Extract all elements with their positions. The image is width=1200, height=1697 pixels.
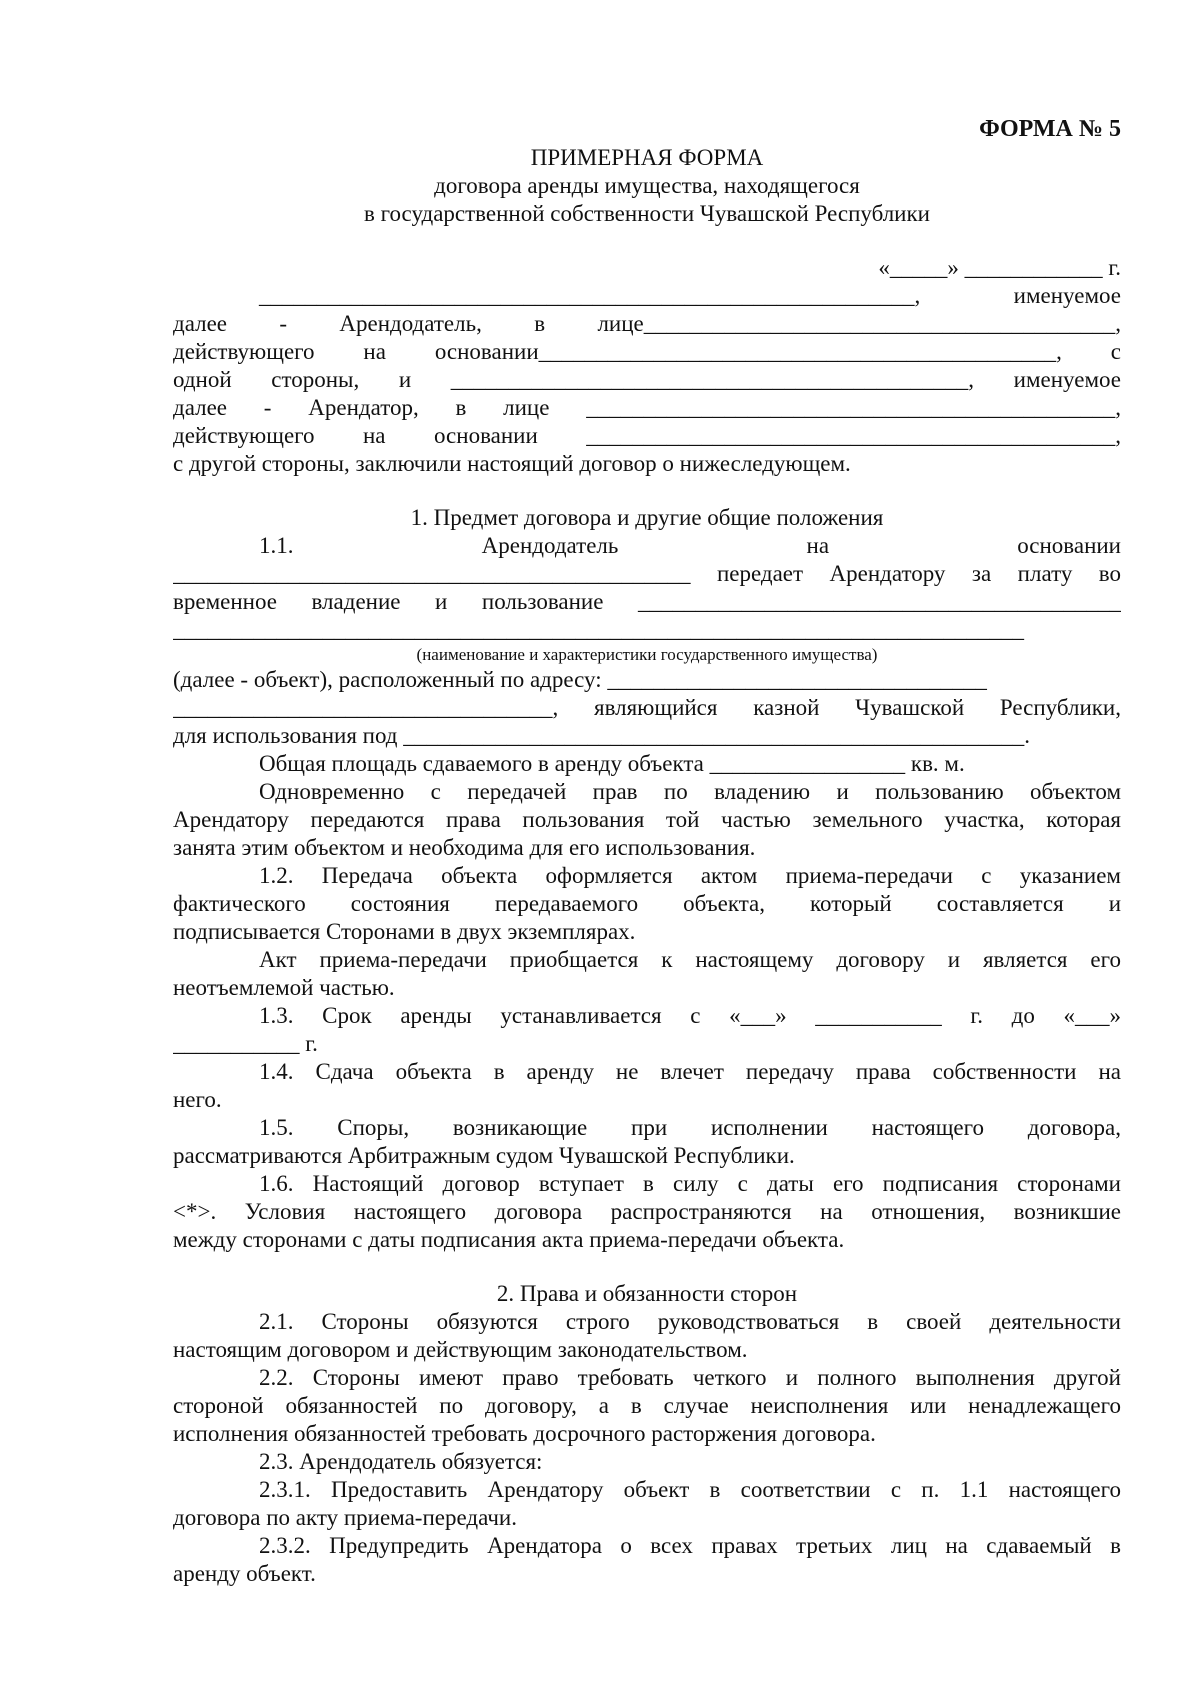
clause-1-1-line: _____________________________________________ передает Арендатору за плату во <box>173 561 1121 586</box>
clause-1-1-line: _________________________________, являющийся казной Чувашской Республики, <box>173 695 1121 720</box>
clause-1-1-line: __________________________________________________________________________ <box>173 617 1024 642</box>
spacer <box>173 478 1121 504</box>
clause-2-3-1-line: 2.3.1. Предоставить Арендатору объект в соответствии с п. 1.1 настоящего <box>259 1477 1121 1502</box>
clause-2-1-line: 2.1. Стороны обязуются строго руководствоваться в своей деятельности <box>259 1309 1121 1334</box>
act-line: Акт приема-передачи приобщается к настоящему договору и является его <box>259 947 1121 972</box>
clause-1-4-line: 1.4. Сдача объекта в аренду не влечет передачу права собственности на <box>259 1059 1121 1084</box>
land-rights-line: Арендатору передаются права пользования той частью земельного участка, которая <box>173 807 1121 832</box>
area-line: Общая площадь сдаваемого в аренду объекта _________________ кв. м. <box>259 751 965 776</box>
clause-1-4-line: него. <box>173 1087 222 1112</box>
land-rights-line: Одновременно с передачей прав по владению и пользованию объектом <box>259 779 1121 804</box>
clause-1-3-line: 1.3. Срок аренды устанавливается с «___» ___________ г. до «___» <box>259 1003 1121 1028</box>
clause-1-6-line: 1.6. Настоящий договор вступает в силу с даты его подписания сторонами <box>259 1171 1121 1196</box>
clause-2-3-1-line: договора по акту приема-передачи. <box>173 1505 517 1530</box>
clause-1-1-line: 1.1. Арендодатель на основании <box>259 533 1121 558</box>
clause-1-2-line: фактического состояния передаваемого объекта, который составляется и <box>173 891 1121 916</box>
date-line: «_____» ____________ г. <box>878 255 1121 280</box>
preamble-line: далее - Арендатор, в лице ______________________________________________, <box>173 395 1121 420</box>
clause-1-2-line: подписывается Сторонами в двух экземплярах. <box>173 919 636 944</box>
clause-2-3-2-line: 2.3.2. Предупредить Арендатора о всех правах третьих лиц на сдаваемый в <box>259 1533 1121 1558</box>
act-line: неотъемлемой частью. <box>173 975 395 1000</box>
preamble-line: действующего на основании ______________________________________________, <box>173 423 1121 448</box>
clause-2-2-line: стороной обязанностей по договору, а в случае неисполнения или ненадлежащего <box>173 1393 1121 1418</box>
spacer <box>173 228 1121 254</box>
clause-2-3-line: 2.3. Арендодатель обязуется: <box>259 1449 543 1474</box>
document-title: ПРИМЕРНАЯ ФОРМА <box>530 145 764 170</box>
clause-1-1-line: временное владение и пользование __________________________________________ <box>173 589 1121 614</box>
clause-1-5-line: 1.5. Споры, возникающие при исполнении настоящего договора, <box>259 1115 1121 1140</box>
section-2-heading: 2. Права и обязанности сторон <box>496 1281 798 1306</box>
spacer <box>173 1254 1121 1280</box>
clause-1-6-line: между сторонами с даты подписания акта приема-передачи объекта. <box>173 1227 845 1252</box>
preamble-last-line: с другой стороны, заключили настоящий договор о нижеследующем. <box>173 451 851 476</box>
clause-1-1-line: (далее - объект), расположенный по адресу: _________________________________ <box>173 667 987 692</box>
document-body <box>173 114 1121 1588</box>
document-subtitle-1: договора аренды имущества, находящегося <box>434 173 860 198</box>
clause-1-5-line: рассматриваются Арбитражным судом Чувашской Республики. <box>173 1143 795 1168</box>
property-caption: (наименование и характеристики государственного имущества) <box>416 645 878 664</box>
preamble-line: далее - Арендодатель, в лице_________________________________________, <box>173 311 1121 336</box>
clause-1-3-line: ___________ г. <box>173 1031 318 1056</box>
clause-2-2-line: исполнения обязанностей требовать досрочного расторжения договора. <box>173 1421 876 1446</box>
preamble-line: одной стороны, и _____________________________________________, именуемое <box>173 367 1121 392</box>
form-number: ФОРМА № 5 <box>979 116 1121 142</box>
clause-1-1-line: для использования под ______________________________________________________. <box>173 723 1031 748</box>
clause-2-1-line: настоящим договором и действующим законодательством. <box>173 1337 748 1362</box>
preamble-line: _________________________________________________________, именуемое <box>259 283 1121 308</box>
clause-1-6-line: <*>. Условия настоящего договора распространяются на отношения, возникшие <box>173 1199 1121 1224</box>
clause-1-2-line: 1.2. Передача объекта оформляется актом приема-передачи с указанием <box>259 863 1121 888</box>
clause-2-2-line: 2.2. Стороны имеют право требовать четкого и полного выполнения другой <box>259 1365 1121 1390</box>
preamble-line: действующего на основании_____________________________________________, с <box>173 339 1121 364</box>
section-1-heading: 1. Предмет договора и другие общие положения <box>410 505 884 530</box>
document-subtitle-2: в государственной собственности Чувашской Республики <box>364 201 930 226</box>
clause-2-3-2-line: аренду объект. <box>173 1561 316 1586</box>
land-rights-line: занята этим объектом и необходима для его использования. <box>173 835 756 860</box>
